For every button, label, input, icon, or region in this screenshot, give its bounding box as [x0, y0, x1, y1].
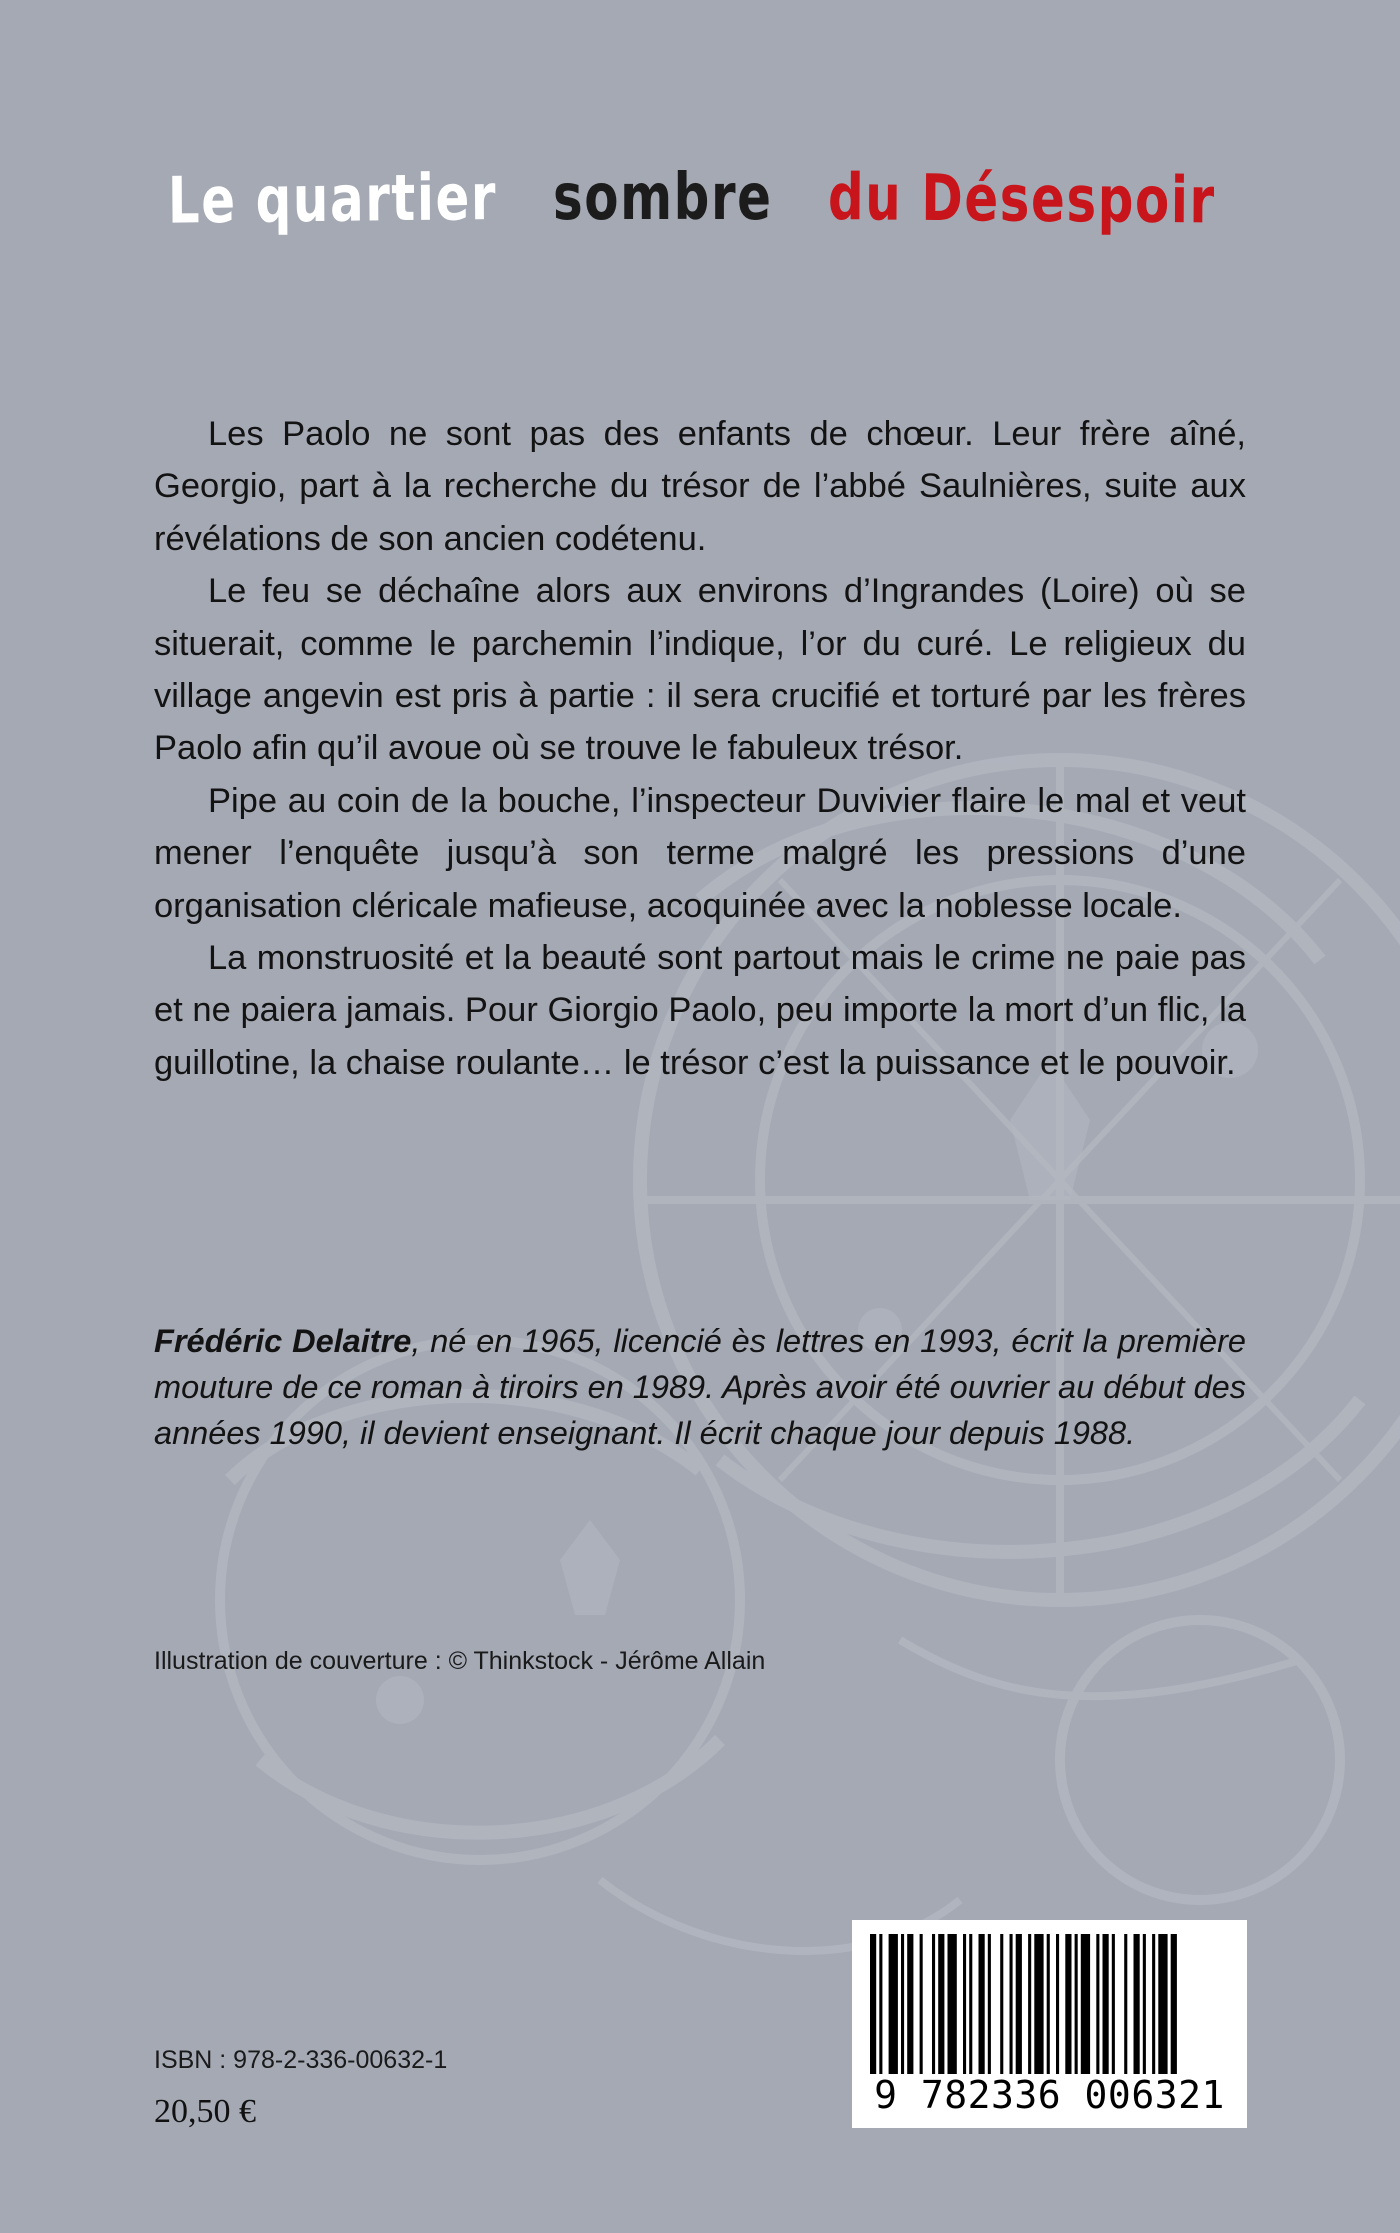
barcode-bar [938, 1934, 944, 2074]
barcode-bar [1016, 1934, 1022, 2074]
price: 20,50 € [154, 2093, 256, 2130]
barcode-bar [1171, 1934, 1177, 2074]
barcode-bar [988, 1934, 991, 2074]
book-title [0, 158, 1400, 238]
barcode-bar [1000, 1934, 1003, 2074]
synopsis [154, 408, 1246, 1089]
synopsis-paragraph: Le feu se déchaîne alors aux environs d’Ingrandes (Loire) où se situerait, comme le parchemin l’indique, l’or du curé. Le religieux du village angevin est pris à partie : il sera crucifié et torturé par les frères Paolo afin qu’il avoue où se trouve le fabuleux trésor. [154, 572, 1246, 768]
title-part-black: sombre [552, 161, 773, 235]
author-name: Frédéric Delaitre [154, 1323, 412, 1359]
barcode-bar [1028, 1934, 1031, 2074]
barcode-bar [1103, 1934, 1109, 2074]
barcode-digits: 9 782336 006321 [874, 2073, 1225, 2117]
barcode-bar [1081, 1934, 1090, 2074]
synopsis-paragraph: Pipe au coin de la bouche, l’inspecteur Duvivier flaire le mal et veut mener l’enquête jusqu’à son terme malgré les pressions d’une organisation cléricale mafieuse, acoquinée avec la noblesse locale. [154, 781, 1246, 925]
barcode-bar [889, 1934, 898, 2074]
illustration-credit: Illustration de couverture : © Thinkstock - Jérôme Allain [154, 1647, 766, 1675]
barcode-bar [1158, 1934, 1167, 2074]
barcode-bar [1010, 1934, 1013, 2074]
barcode-bar [1047, 1934, 1050, 2074]
synopsis-paragraph: La monstruosité et la beauté sont partout mais le crime ne paie pas et ne paiera jamais. Pour Giorgio Paolo, peu importe la mort d’un flic, la guillotine, la chaise roulante… le trésor c’est la puissance et le pouvoir. [154, 939, 1246, 1082]
synopsis-paragraph: Les Paolo ne sont pas des enfants de chœur. Leur frère aîné, Georgio, part à la recherche du trésor de l’abbé Saulnières, suite aux révélations de son ancien codétenu. [154, 415, 1246, 558]
author-bio-text: , né en 1965, licencié ès lettres en 1993, écrit la première mouture de ce roman à tiroirs en 1989. Après avoir été ouvrier au début des années 1990, il devient enseignant. Il écrit chaque jour depuis 1988. [154, 1323, 1247, 1451]
barcode-bar [907, 1934, 913, 2074]
barcode-bar [979, 1934, 985, 2074]
barcode-bar [1034, 1934, 1043, 2074]
barcode-bar [1152, 1934, 1155, 2074]
barcode-bar [1112, 1934, 1115, 2074]
barcode-bar [1056, 1934, 1059, 2074]
barcode-bar [948, 1934, 957, 2074]
author-bio [154, 1318, 1246, 1456]
barcode-bar [901, 1934, 904, 2074]
barcode-bar [920, 1934, 923, 2074]
barcode-bar [1065, 1934, 1071, 2074]
barcode-bar [1134, 1934, 1140, 2074]
barcode-bar [1096, 1934, 1099, 2074]
barcode-bars [866, 1934, 1233, 2074]
barcode-bar [1124, 1934, 1127, 2074]
title-part-white: Le quartier [167, 161, 498, 239]
barcode-bar [932, 1934, 935, 2074]
isbn: ISBN : 978-2-336-00632-1 [154, 2046, 448, 2074]
title-part-red: du Désespoir [827, 161, 1216, 239]
barcode-bar [870, 1934, 876, 2074]
barcode-bar [1075, 1934, 1078, 2074]
barcode-bar [1143, 1934, 1146, 2074]
barcode [852, 1920, 1247, 2128]
barcode-bar [879, 1934, 882, 2074]
barcode-bar [963, 1934, 966, 2074]
barcode-bar [969, 1934, 972, 2074]
